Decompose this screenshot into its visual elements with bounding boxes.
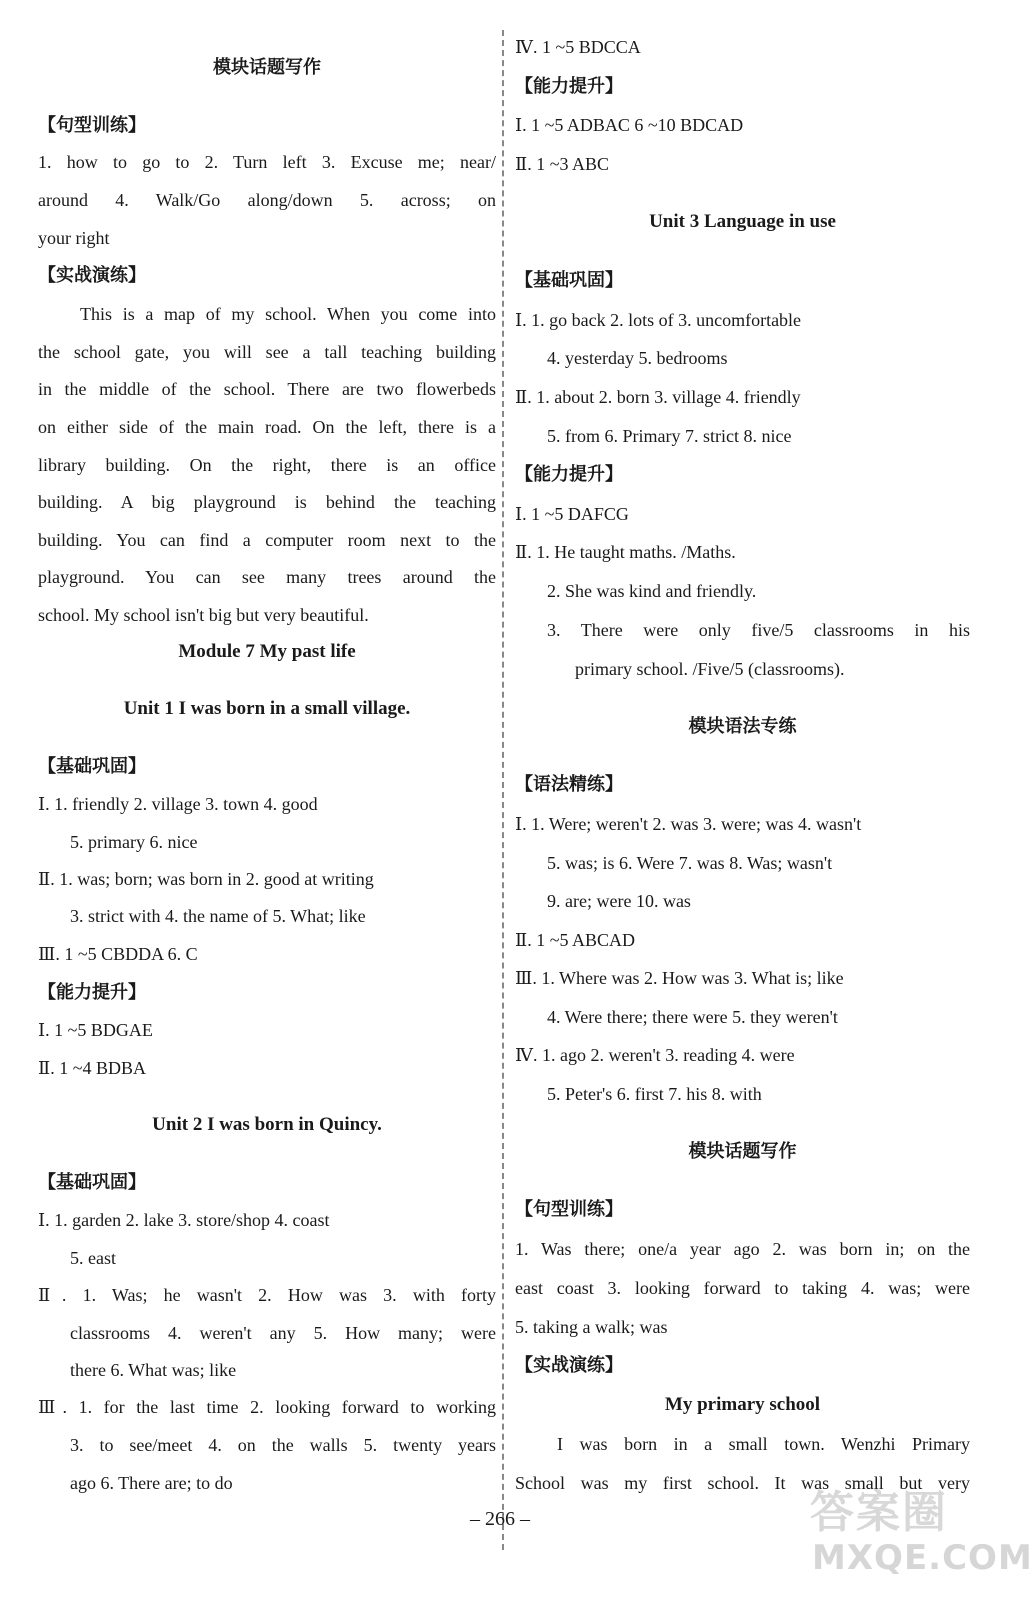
unit-title: Unit 3 Language in use: [649, 211, 836, 232]
answer-line: Ⅱ. 1. about 2. born 3. village 4. friendly: [515, 387, 801, 407]
answer-line: 5. primary 6. nice: [70, 832, 198, 852]
answer-line: 4. yesterday 5. bedrooms: [547, 348, 728, 368]
answer-line: Ⅱ. 1 ~3 ABC: [515, 154, 609, 174]
section-heading-ability: 【能力提升】: [515, 76, 623, 97]
answer-line: there 6. What was; like: [70, 1360, 237, 1380]
answer-line: 9. are; were 10. was: [547, 891, 691, 911]
essay-line: building. You can find a computer room next to the: [38, 530, 496, 550]
essay-line: playground. You can see many trees around the: [38, 567, 496, 587]
answer-line: 1. Was there; one/a year ago 2. was born in; on the: [515, 1239, 970, 1259]
answer-line: 5. Peter's 6. first 7. his 8. with: [547, 1084, 762, 1104]
answer-line: Ⅰ. 1. garden 2. lake 3. store/shop 4. coast: [38, 1210, 330, 1230]
answer-line: Ⅰ. 1. go back 2. lots of 3. uncomfortable: [515, 310, 802, 330]
answer-line: 3. to see/meet 4. on the walls 5. twenty years: [70, 1435, 496, 1455]
answer-line: ago 6. There are; to do: [70, 1473, 233, 1493]
section-heading-ability: 【能力提升】: [515, 464, 623, 485]
essay-line: the school gate, you will see a tall teaching building: [38, 342, 496, 362]
answer-line: Ⅳ. 1 ~5 BDCCA: [515, 37, 641, 57]
essay-line: school. My school isn't big but very beautiful.: [38, 605, 369, 625]
answer-line: 4. Were there; there were 5. they weren't: [547, 1007, 838, 1027]
unit-title: Unit 2 I was born in Quincy.: [152, 1114, 382, 1135]
answer-line: 5. from 6. Primary 7. strict 8. nice: [547, 426, 792, 446]
page-number: – 266 –: [470, 1508, 530, 1530]
answer-line: Ⅱ. 1. Was; he wasn't 2. How was 3. with forty: [38, 1285, 496, 1305]
answer-line: Ⅰ. 1 ~5 BDGAE: [38, 1020, 153, 1040]
answer-line: your right: [38, 228, 110, 248]
answer-line: 5. taking a walk; was: [515, 1317, 668, 1337]
answer-line: primary school. /Five/5 (classrooms).: [575, 659, 845, 679]
answer-line: Ⅰ. 1 ~5 DAFCG: [515, 504, 629, 524]
section-heading-grammar: 【语法精练】: [515, 774, 623, 795]
answer-line: 3. There were only five/5 classrooms in his: [547, 620, 970, 640]
answer-line: Ⅱ. 1 ~4 BDBA: [38, 1058, 146, 1078]
essay-line: School was my first school. It was small but very: [515, 1473, 970, 1493]
section-title: 模块语法专练: [688, 716, 797, 737]
answer-line: Ⅱ. 1 ~5 ABCAD: [515, 930, 635, 950]
answer-line: Ⅱ. 1. was; born; was born in 2. good at writing: [38, 869, 374, 889]
answer-line: 5. east: [70, 1248, 116, 1268]
column-divider: [502, 30, 504, 1550]
essay-line: This is a map of my school. When you come into: [80, 304, 496, 324]
answer-line: Ⅱ. 1. He taught maths. /Maths.: [515, 542, 736, 562]
section-heading-sentence-training: 【句型训练】: [38, 115, 146, 136]
answer-line: around 4. Walk/Go along/down 5. across; on: [38, 190, 496, 210]
answer-line: Ⅳ. 1. ago 2. weren't 3. reading 4. were: [515, 1045, 795, 1065]
section-heading-basic: 【基础巩固】: [515, 270, 623, 291]
section-heading-practice: 【实战演练】: [515, 1355, 623, 1376]
unit-title: Unit 1 I was born in a small village.: [123, 698, 411, 719]
section-heading-sentence-training: 【句型训练】: [515, 1199, 623, 1220]
answer-line: 3. strict with 4. the name of 5. What; like: [70, 906, 366, 926]
section-title: 模块话题写作: [688, 1141, 797, 1162]
answer-line: Ⅰ. 1. friendly 2. village 3. town 4. good: [38, 794, 318, 814]
answer-line: 2. She was kind and friendly.: [547, 581, 757, 601]
watermark-logo: [790, 1468, 1033, 1593]
essay-line: I was born in a small town. Wenzhi Primary: [557, 1434, 970, 1454]
answer-line: classrooms 4. weren't any 5. How many; were: [70, 1323, 496, 1343]
essay-title: My primary school: [664, 1394, 821, 1415]
answer-line: east coast 3. looking forward to taking 4. was; were: [515, 1278, 970, 1298]
essay-line: in the middle of the school. There are two flowerbeds: [38, 379, 496, 399]
essay-line: library building. On the right, there is an office: [38, 455, 496, 475]
module-title: Module 7 My past life: [178, 641, 356, 662]
essay-line: on either side of the main road. On the left, there is a: [38, 417, 496, 437]
section-heading-ability: 【能力提升】: [38, 982, 146, 1003]
section-heading-basic: 【基础巩固】: [38, 1172, 146, 1193]
answer-line: 1. how to go to 2. Turn left 3. Excuse me; near/: [38, 152, 496, 172]
section-title: 模块话题写作: [213, 57, 321, 78]
section-heading-practice: 【实战演练】: [38, 265, 146, 286]
answer-line: Ⅲ. 1 ~5 CBDDA 6. C: [38, 944, 198, 964]
section-heading-basic: 【基础巩固】: [38, 756, 146, 777]
answer-line: Ⅰ. 1. Were; weren't 2. was 3. were; was 4. wasn't: [515, 814, 862, 834]
answer-line: Ⅲ. 1. Where was 2. How was 3. What is; like: [515, 968, 844, 988]
answer-line: Ⅲ. 1. for the last time 2. looking forward to working: [38, 1397, 496, 1417]
watermark-text: 答案圈: [810, 1487, 948, 1538]
answer-line: 5. was; is 6. Were 7. was 8. Was; wasn't: [547, 853, 833, 873]
essay-line: building. A big playground is behind the teaching: [38, 492, 496, 512]
answer-line: Ⅰ. 1 ~5 ADBAC 6 ~10 BDCAD: [515, 115, 744, 135]
watermark-url: MXQE.COM: [812, 1538, 1033, 1578]
